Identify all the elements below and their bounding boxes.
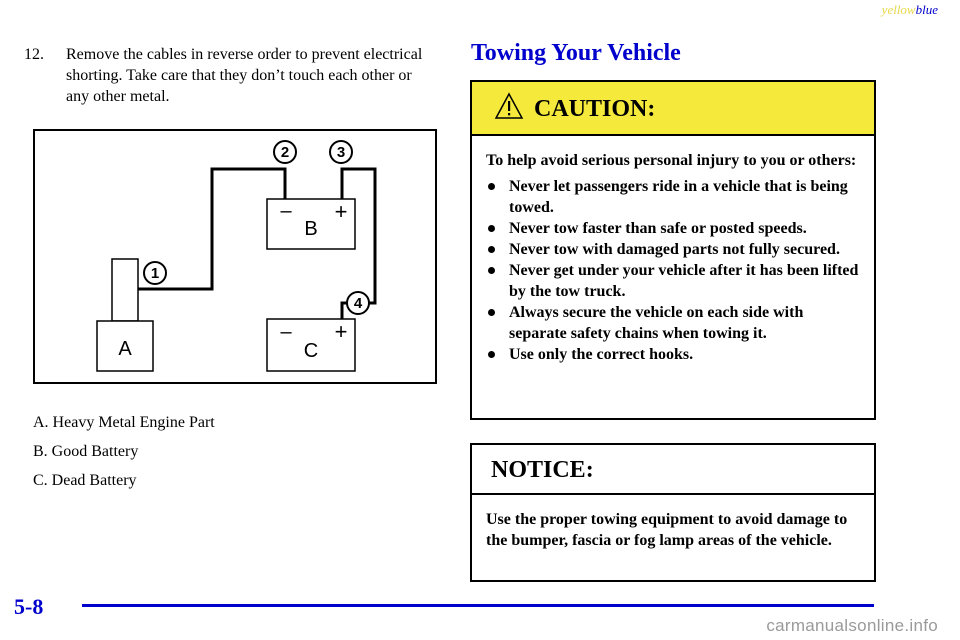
caution-bullet [486, 176, 860, 218]
caution-bullet-text: Never let passengers ride in a vehicle that is being towed. [509, 178, 848, 216]
bullet-dot-icon [488, 246, 495, 253]
label-c: C [303, 340, 319, 362]
caution-box [470, 80, 876, 420]
battery-c-plus: + [334, 319, 348, 344]
caution-bullet [486, 302, 860, 344]
caution-bullet-text: Never get under your vehicle after it has been lifted by the tow truck. [509, 262, 859, 300]
color-tag [882, 2, 938, 18]
caution-header [472, 82, 874, 136]
callout-1: 1 [150, 265, 160, 282]
color-tag-blue: blue [915, 2, 938, 17]
legend-item-a: A. Heavy Metal Engine Part [33, 414, 215, 431]
notice-label: NOTICE: [491, 457, 594, 483]
label-a: A [118, 338, 132, 360]
diagram-legend [33, 414, 215, 501]
caution-intro: To help avoid serious personal injury to you or others: [486, 152, 857, 169]
caution-bullet-text: Use only the correct hooks. [509, 346, 694, 363]
color-tag-yellow: yellow [881, 2, 916, 17]
caution-bullet [486, 344, 860, 365]
warning-triangle-icon [494, 92, 524, 120]
caution-bullet-text: Never tow with damaged parts not fully secured. [509, 241, 840, 258]
battery-b-minus: – [280, 200, 292, 222]
bullet-dot-icon [488, 309, 495, 316]
callout-4: 4 [353, 295, 363, 312]
caution-bullet-text: Always secure the vehicle on each side with separate safety chains when towing it. [509, 304, 804, 342]
bullet-dot-icon [488, 225, 495, 232]
notice-box [470, 443, 876, 582]
watermark: carmanualsonline.info [766, 616, 938, 635]
bullet-dot-icon [488, 183, 495, 190]
bullet-dot-icon [488, 351, 495, 358]
step-12 [24, 44, 434, 107]
step-number: 12. [24, 46, 44, 63]
notice-header [472, 445, 874, 495]
caution-label: CAUTION: [534, 96, 656, 122]
page-number: 5-8 [14, 594, 44, 619]
callout-3: 3 [336, 144, 346, 161]
footer-rule [82, 604, 874, 607]
battery-c-minus: – [280, 321, 292, 343]
jump-start-diagram [33, 129, 437, 384]
label-b: B [304, 218, 318, 240]
step-text: Remove the cables in reverse order to prevent electrical shorting. Take care that they don’t touch each other or any other metal. [66, 46, 423, 105]
diagram-drawing [35, 131, 435, 382]
legend-item-c: C. Dead Battery [33, 472, 137, 489]
caution-bullet [486, 260, 860, 302]
caution-bullet [486, 239, 860, 260]
notice-text: Use the proper towing equipment to avoid damage to the bumper, fascia or fog lamp areas of the vehicle. [486, 511, 848, 549]
engine-part-bracket [112, 259, 138, 321]
bullet-dot-icon [488, 267, 495, 274]
caution-list [486, 176, 860, 365]
caution-bullet [486, 218, 860, 239]
legend-item-b: B. Good Battery [33, 443, 139, 460]
section-title: Towing Your Vehicle [471, 40, 681, 66]
battery-b-plus: + [334, 199, 348, 224]
caution-bullet-text: Never tow faster than safe or posted speeds. [509, 220, 807, 237]
callout-2: 2 [280, 144, 290, 161]
caution-body [472, 136, 874, 365]
